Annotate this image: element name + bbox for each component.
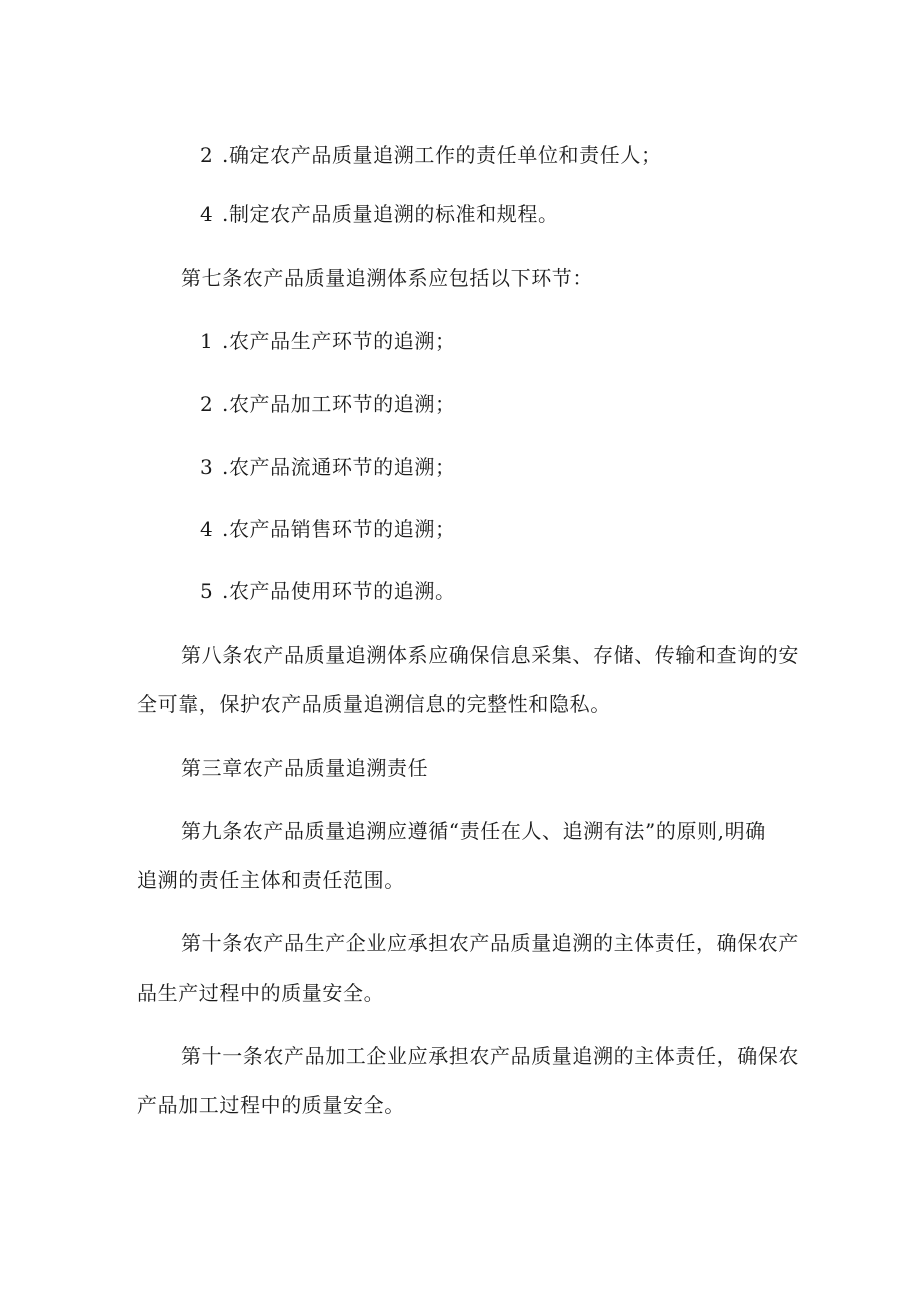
list-item bbox=[200, 200, 559, 228]
list-item-text: .农产品使用环节的追溯。 bbox=[222, 579, 456, 603]
article-8-paragraph-line2: 全可靠，保护农产品质量追溯信息的完整性和隐私。 bbox=[137, 692, 611, 716]
article-9-paragraph-line1: 第九条农产品质量追溯应遵循“责任在人、追溯有法”的原则,明确 bbox=[181, 819, 766, 843]
article-10-paragraph-line2: 品生产过程中的质量安全。 bbox=[137, 981, 385, 1005]
list-item-text: .农产品流通环节的追溯； bbox=[222, 455, 456, 479]
chapter-3-heading: 第三章农产品质量追溯责任 bbox=[181, 756, 429, 780]
list-item-text: .农产品加工环节的追溯； bbox=[222, 392, 456, 416]
list-item-number: 5 bbox=[200, 579, 214, 603]
list-item bbox=[200, 390, 456, 418]
article-9-paragraph-line2: 追溯的责任主体和责任范围。 bbox=[137, 868, 405, 892]
article-11-paragraph-line1: 第十一条农产品加工企业应承担农产品质量追溯的主体责任，确保农 bbox=[181, 1044, 799, 1068]
list-item-number: 4 bbox=[200, 517, 214, 541]
list-item bbox=[200, 453, 456, 481]
list-item-number: 2 bbox=[200, 392, 214, 416]
list-item-number: 2 bbox=[200, 143, 214, 167]
list-item bbox=[200, 327, 456, 355]
article-7-paragraph: 第七条农产品质量追溯体系应包括以下环节： bbox=[181, 266, 593, 290]
list-item bbox=[200, 141, 662, 169]
list-item-text: .农产品生产环节的追溯； bbox=[222, 329, 456, 353]
list-item-number: 1 bbox=[200, 329, 214, 353]
article-11-paragraph-line2: 产品加工过程中的质量安全。 bbox=[137, 1093, 405, 1117]
list-item-text: .农产品销售环节的追溯； bbox=[222, 517, 456, 541]
list-item bbox=[200, 577, 456, 605]
list-item-number: 3 bbox=[200, 455, 214, 479]
article-10-paragraph-line1: 第十条农产品生产企业应承担农产品质量追溯的主体责任，确保农产 bbox=[181, 931, 799, 955]
list-item bbox=[200, 515, 456, 543]
list-item-text: .制定农产品质量追溯的标准和规程。 bbox=[222, 202, 559, 226]
list-item-text: .确定农产品质量追溯工作的责任单位和责任人； bbox=[222, 143, 662, 167]
article-8-paragraph-line1: 第八条农产品质量追溯体系应确保信息采集、存储、传输和查询的安 bbox=[181, 643, 799, 667]
list-item-number: 4 bbox=[200, 202, 214, 226]
